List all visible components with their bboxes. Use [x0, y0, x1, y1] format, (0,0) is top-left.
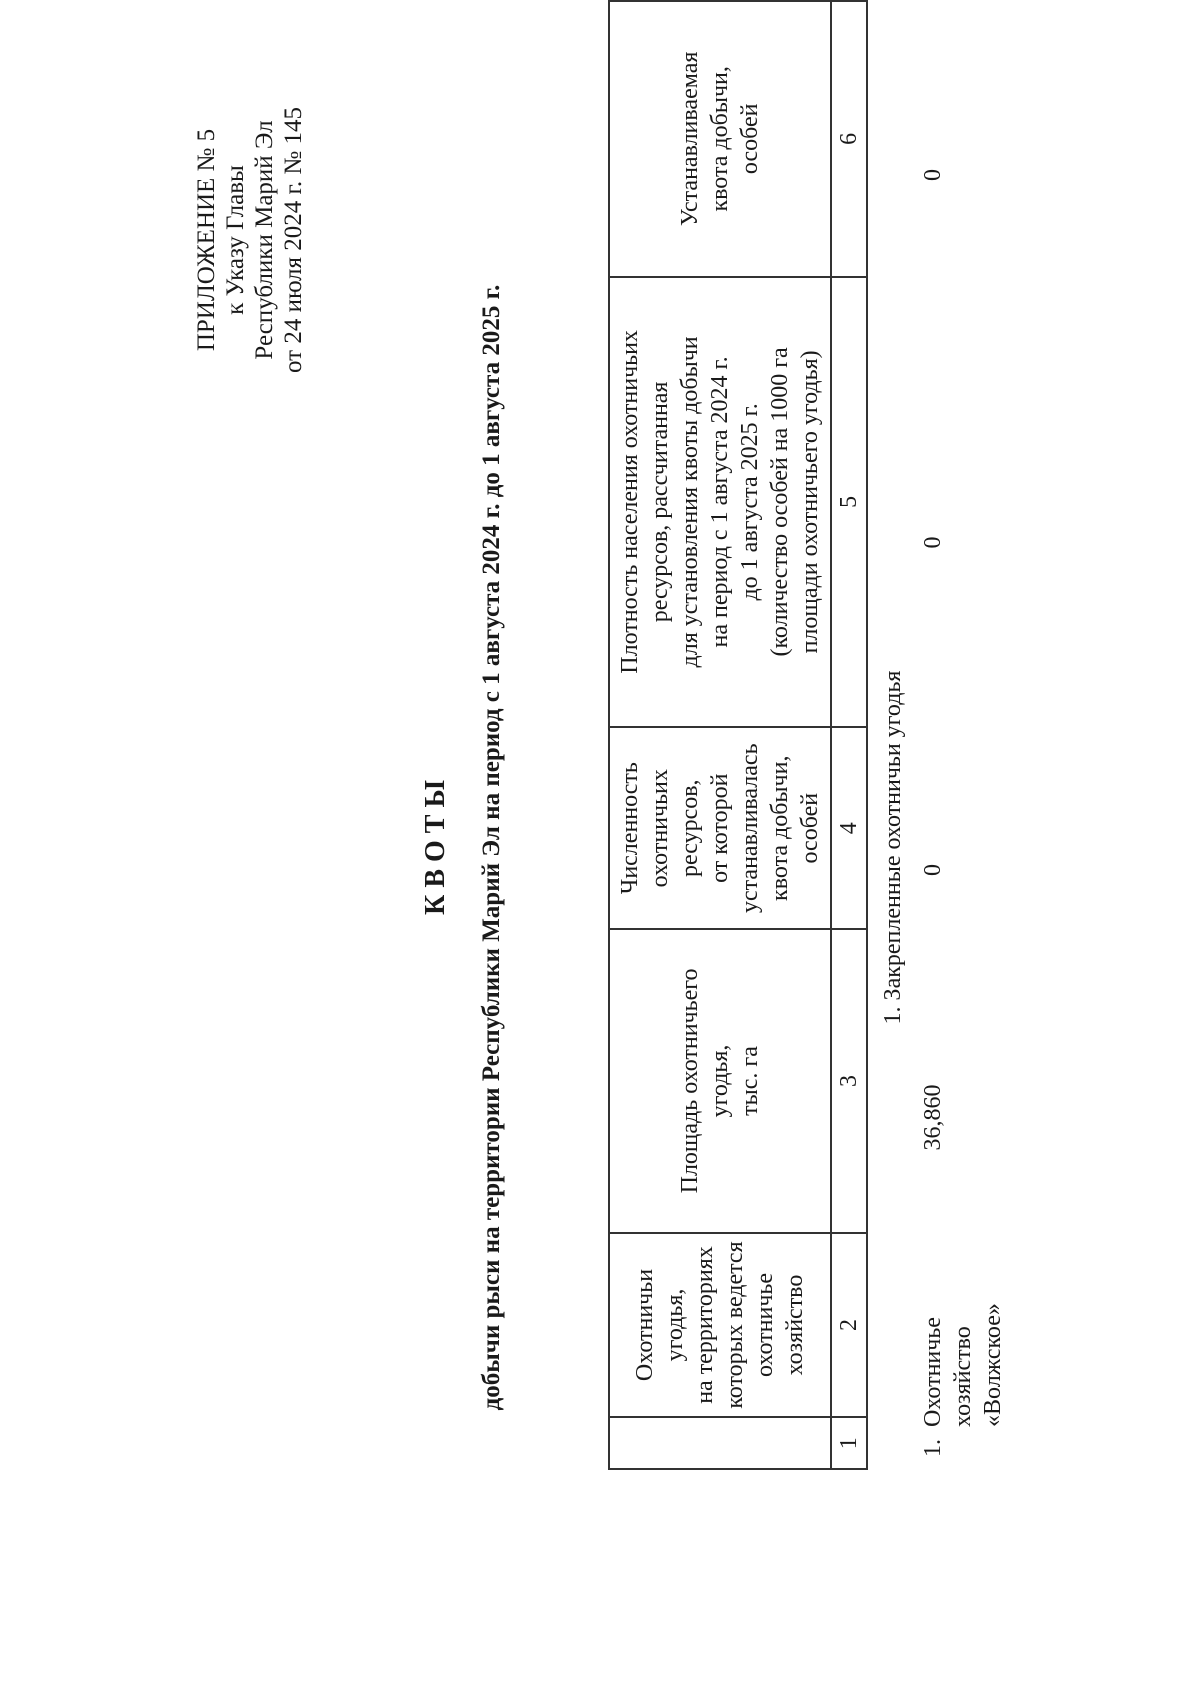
- table-header-row: [609, 1, 831, 1469]
- appendix-line-2: к Указу Главы: [222, 165, 249, 315]
- header-cell-4: Численность охотничьих ресурсов, от которой устанавливалась квота добычи, особей: [609, 727, 831, 929]
- document-subtitle: добычи рыси на территории Республики Марий Эл на период с 1 августа 2024 г. до 1 августа 2025 г.: [478, 284, 505, 1411]
- column-number-1: 1: [831, 1417, 867, 1469]
- header-cell-1: [609, 1417, 831, 1469]
- header-cell-2: Охотничьи угодья, на территориях которых ведется охотничье хозяйство: [609, 1233, 831, 1418]
- document-title: К В О Т Ы: [420, 780, 451, 915]
- appendix-line-3: Республики Марий Эл: [251, 120, 278, 360]
- column-number-4: 4: [831, 727, 867, 929]
- section-heading: 1. Закрепленные охотничьи угодья: [880, 670, 906, 1025]
- quota-table: [608, 0, 868, 1470]
- column-number-2: 2: [831, 1233, 867, 1418]
- column-number-row: [831, 1, 867, 1469]
- row-1-number: 1.: [920, 1439, 946, 1457]
- appendix-line-4: от 24 июля 2024 г. № 145: [280, 106, 307, 374]
- row-1-name: Охотничье хозяйство «Волжское»: [920, 1303, 1006, 1427]
- row-1-count: 0: [920, 864, 946, 876]
- column-number-6: 6: [831, 1, 867, 277]
- row-1-area: 36,860: [920, 1084, 946, 1151]
- header-cell-6: Устанавливаемая квота добычи, особей: [609, 1, 831, 277]
- column-number-3: 3: [831, 929, 867, 1232]
- row-1-density: 0: [920, 536, 946, 549]
- header-cell-3: Площадь охотничьего угодья, тыс. га: [609, 929, 831, 1232]
- appendix-block: [192, 60, 308, 420]
- appendix-line-1: ПРИЛОЖЕНИЕ № 5: [193, 128, 220, 352]
- header-cell-5: Плотность населения охотничьих ресурсов, рассчитанная для установления квоты добычи на период с 1 августа 2024 г. до 1 августа 2025 г. (количество особей на 1000 га площади охотничьего угодья): [609, 277, 831, 727]
- column-number-5: 5: [831, 277, 867, 727]
- row-1-quota: 0: [920, 169, 946, 181]
